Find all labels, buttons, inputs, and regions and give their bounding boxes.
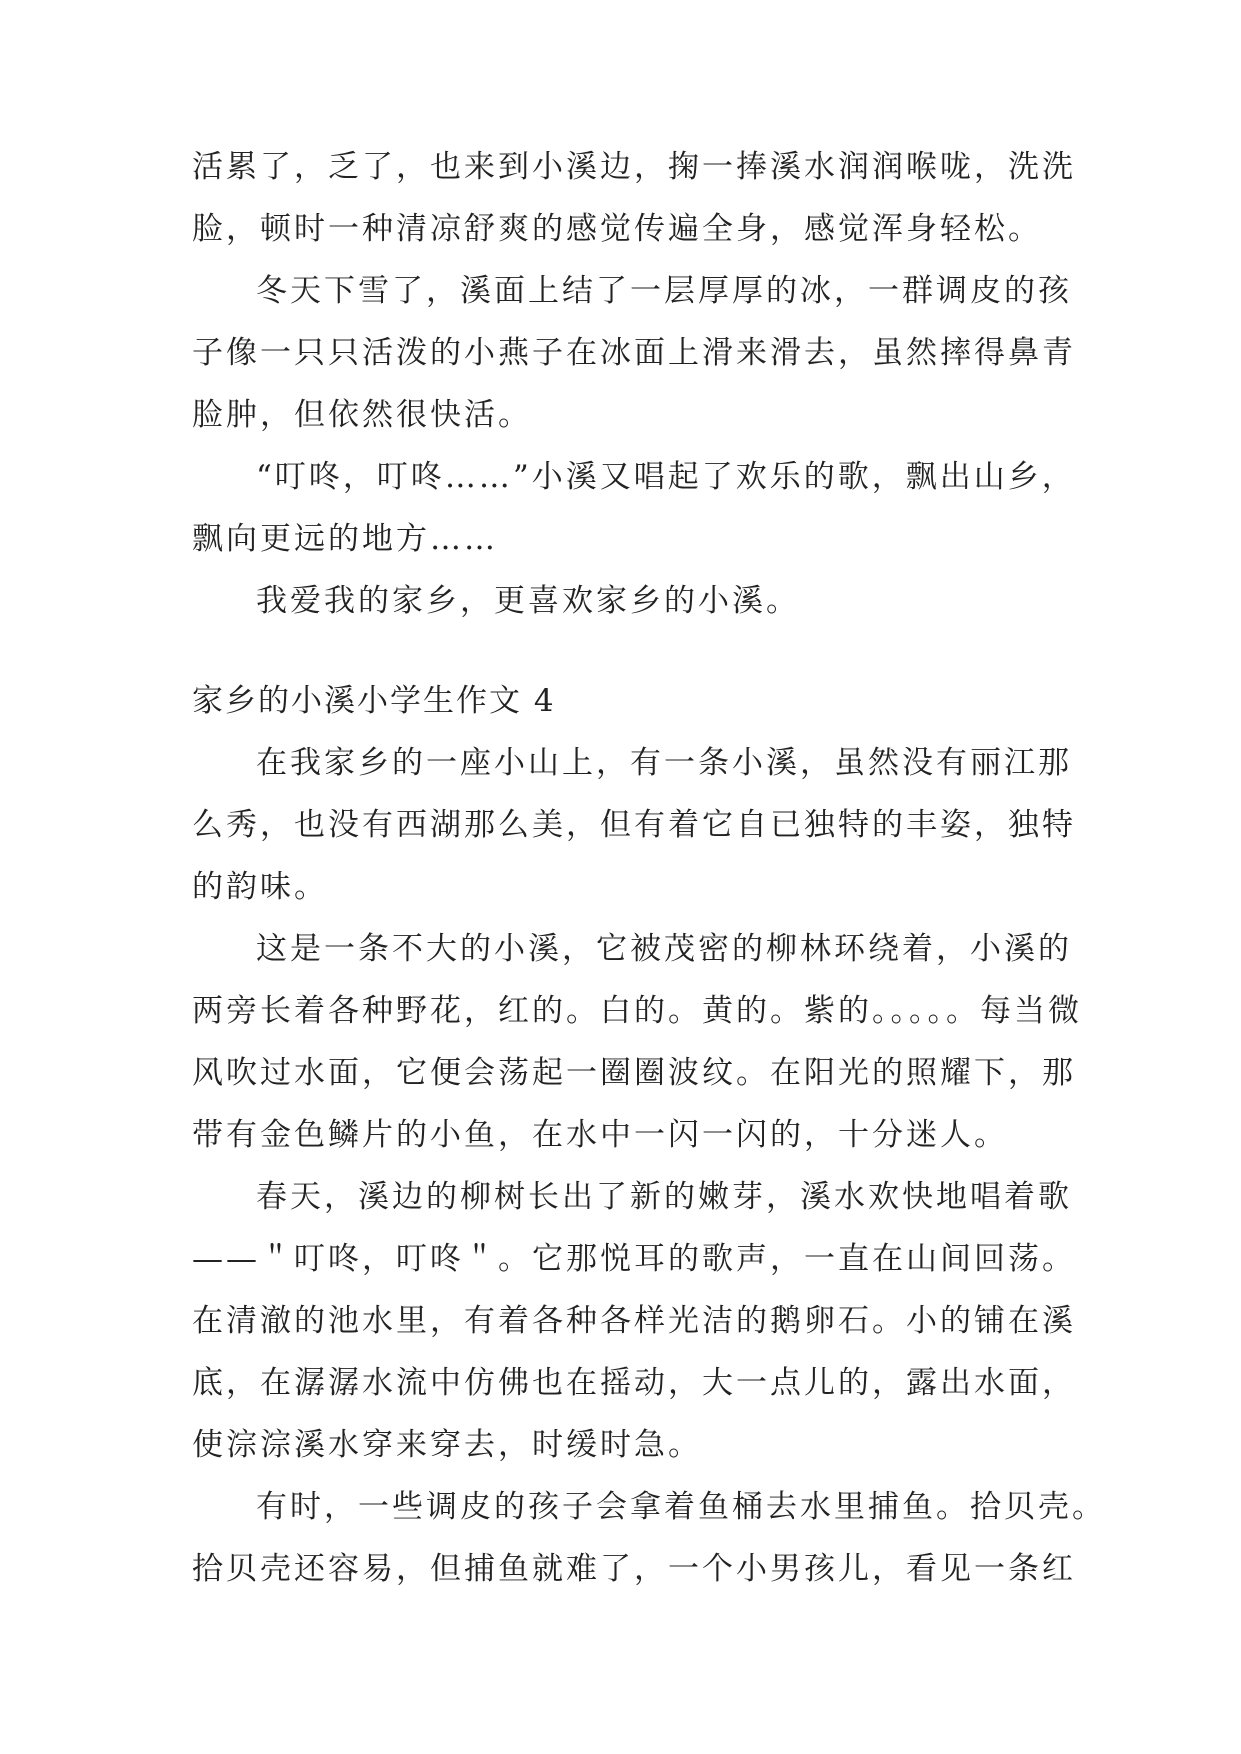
paragraph-line: 两旁长着各种野花，红的。白的。黄的。紫的。。。。。每当微 — [192, 993, 1082, 1029]
essay-section-4 — [192, 670, 1106, 1600]
paragraph-line: 脸，顿时一种清凉舒爽的感觉传遍全身，感觉浑身轻松。 — [192, 211, 1042, 247]
paragraph-line: 使淙淙溪水穿来穿去，时缓时急。 — [192, 1427, 702, 1463]
paragraph-line: 这是一条不大的小溪，它被茂密的柳林环绕着，小溪的 — [256, 931, 1072, 967]
paragraph-line: 带有金色鳞片的小鱼，在水中一闪一闪的，十分迷人。 — [192, 1117, 1008, 1153]
paragraph-line: 在清澈的池水里，有着各种各样光洁的鹅卵石。小的铺在溪 — [192, 1303, 1076, 1339]
paragraph-line: 风吹过水面，它便会荡起一圈圈波纹。在阳光的照耀下，那 — [192, 1055, 1076, 1091]
paragraph-line: 有时，一些调皮的孩子会拿着鱼桶去水里捕鱼。拾贝壳。 — [256, 1489, 1106, 1525]
paragraph-line: ——＂叮咚，叮咚＂。它那悦耳的歌声，一直在山间回荡。 — [192, 1241, 1076, 1277]
paragraph-line: 冬天下雪了，溪面上结了一层厚厚的冰，一群调皮的孩 — [256, 273, 1072, 309]
paragraph-line: 子像一只只活泼的小燕子在冰面上滑来滑去，虽然摔得鼻青 — [192, 335, 1076, 371]
paragraph-line: 飘向更远的地方…… — [192, 521, 498, 557]
paragraph-line: 活累了，乏了，也来到小溪边，掬一捧溪水润润喉咙，洗洗 — [192, 149, 1076, 185]
paragraph-line: 脸肿，但依然很快活。 — [192, 397, 532, 433]
essay-continuation — [192, 136, 1076, 632]
paragraph-line: 么秀，也没有西湖那么美，但有着它自已独特的丰姿，独特 — [192, 807, 1076, 843]
paragraph-line: 底，在潺潺水流中仿佛也在摇动，大一点儿的，露出水面， — [192, 1365, 1076, 1401]
paragraph-line: 在我家乡的一座小山上，有一条小溪，虽然没有丽江那 — [256, 745, 1072, 781]
paragraph-line: 春天，溪边的柳树长出了新的嫩芽，溪水欢快地唱着歌 — [256, 1179, 1072, 1215]
paragraph-line: 拾贝壳还容易，但捕鱼就难了，一个小男孩儿，看见一条红 — [192, 1551, 1076, 1587]
section-title: 家乡的小溪小学生作文 4 — [192, 683, 556, 719]
paragraph-line: “叮咚，叮咚……”小溪又唱起了欢乐的歌，飘出山乡， — [256, 459, 1076, 495]
paragraph-line: 我爱我的家乡，更喜欢家乡的小溪。 — [256, 583, 800, 619]
paragraph-line: 的韵味。 — [192, 869, 328, 905]
